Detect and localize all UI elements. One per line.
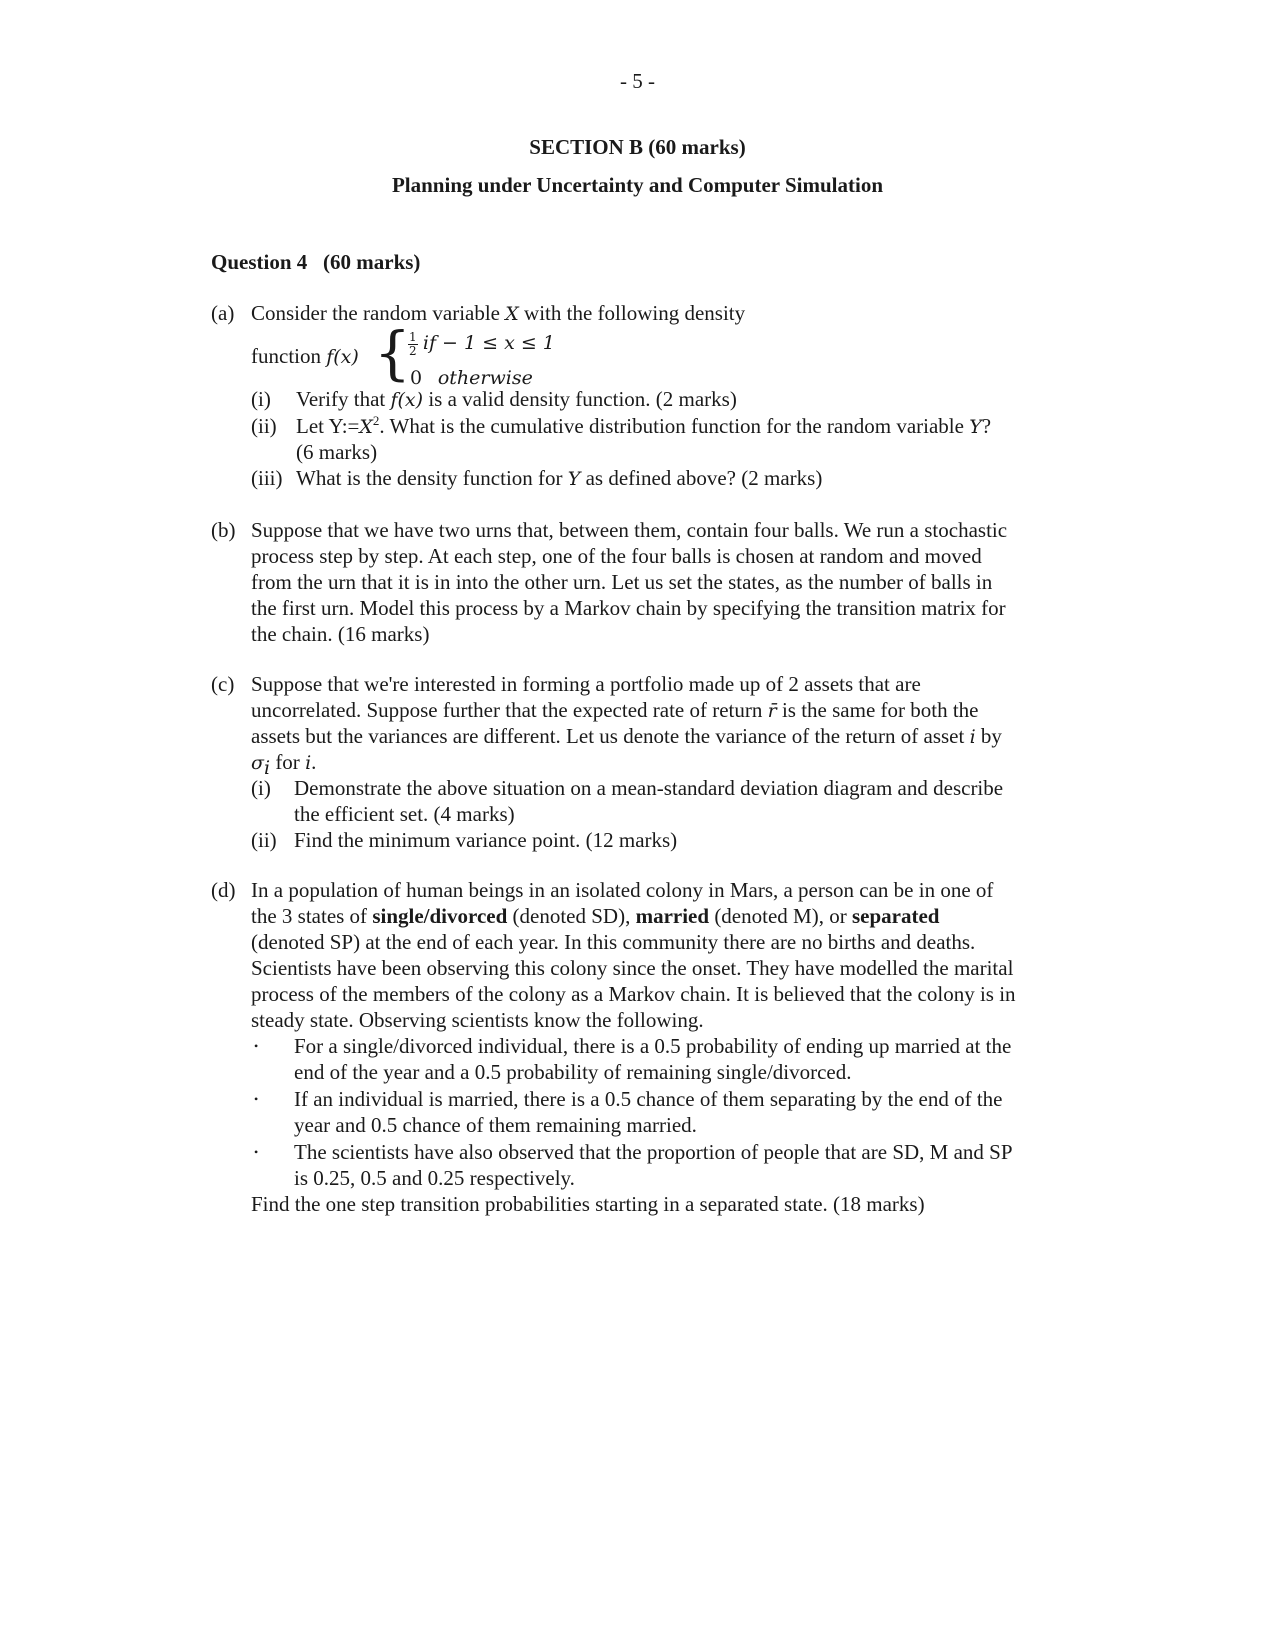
part-a-i-post: is a valid density function. (2 marks) <box>428 387 737 411</box>
part-a-intro <box>251 300 745 328</box>
part-a-iii-text <box>296 465 822 493</box>
part-b-line-1: Suppose that we have two urns that, between them, contain four balls. We run a stochastic <box>251 518 1008 542</box>
part-d-line-5: process of the members of the colony as a Markov chain. It is believed that the colony is in <box>251 982 1016 1006</box>
part-d-final: Find the one step transition probabilities starting in a separated state. (18 marks) <box>251 1192 925 1216</box>
part-c-line-3-post: by <box>980 724 1002 748</box>
bullet-3-line-1: The scientists have also observed that the proportion of people that are SD, M and SP <box>294 1140 1013 1164</box>
part-c-line-3-pre: assets but the variances are different. Let us denote the variance of the return of asset <box>251 724 965 748</box>
bullet-1-marker: • <box>254 1039 259 1053</box>
bullet-1-line-2: end of the year and a 0.5 probability of remaining single/divorced. <box>294 1060 852 1084</box>
part-d-line-2-mid-2: (denoted M), or <box>714 904 847 928</box>
fx-symbol: f(x) <box>326 346 359 368</box>
function-word: function <box>251 344 321 368</box>
bullet-1-line-1: For a single/divorced individual, there is a 0.5 probability of ending up married at the <box>294 1034 1012 1058</box>
part-a-ii-text <box>296 413 991 441</box>
part-a-i-pre: Verify that <box>296 387 386 411</box>
page-number: - 5 - <box>620 69 655 93</box>
left-brace: { <box>374 319 411 387</box>
fraction-half <box>408 331 418 358</box>
part-a-iii-label: (iii) <box>251 466 283 490</box>
part-c-ii-text: Find the minimum variance point. (12 marks) <box>294 828 678 852</box>
part-d-line-2 <box>251 903 939 930</box>
part-d-line-2-pre: the 3 states of <box>251 904 368 928</box>
part-c-line-2-pre: uncorrelated. Suppose further that the expected rate of return <box>251 698 763 722</box>
part-c-line-4-i: i <box>305 752 312 774</box>
part-a-ii-question-mark: ? <box>981 414 992 438</box>
part-d-line-4: Scientists have been observing this colony since the onset. They have modelled the marital <box>251 956 1014 980</box>
part-a-i-label: (i) <box>251 387 271 411</box>
part-c-line-2 <box>251 697 979 725</box>
part-c-i-label: (i) <box>251 776 271 800</box>
part-c-label: (c) <box>211 672 235 696</box>
part-a-ii-pre: Let Y:= <box>296 414 360 438</box>
part-c-line-3 <box>251 723 1002 751</box>
part-b-line-3: from the urn that it is in into the other urn. Let us set the states, as the number of balls in <box>251 570 993 594</box>
part-c-i-line-2: the efficient set. (4 marks) <box>294 802 515 826</box>
part-c-line-4-for: for <box>275 750 300 774</box>
case-1 <box>408 329 555 358</box>
part-a-ii-label: (ii) <box>251 414 277 438</box>
part-d-line-6: steady state. Observing scientists know the following. <box>251 1008 704 1032</box>
part-d-line-1: In a population of human beings in an isolated colony in Mars, a person can be in one of <box>251 878 994 902</box>
part-a-label: (a) <box>211 301 235 325</box>
bullet-2-line-1: If an individual is married, there is a 0.5 chance of them separating by the end of the <box>294 1087 1003 1111</box>
question-number: Question 4 <box>211 250 308 274</box>
part-b-label: (b) <box>211 518 236 542</box>
part-b-line-5: the chain. (16 marks) <box>251 622 430 646</box>
case-1-condition: if − 1 ≤ x ≤ 1 <box>422 332 555 354</box>
density-function-label <box>251 343 359 371</box>
part-a-iii-y: Y <box>567 468 581 490</box>
section-title: SECTION B (60 marks) <box>529 135 746 159</box>
part-d-line-3: (denoted SP) at the end of each year. In this community there are no births and deaths. <box>251 930 976 954</box>
part-c-line-1: Suppose that we're interested in forming a portfolio made up of 2 assets that are <box>251 672 921 696</box>
expected-return-symbol: r̄ <box>767 700 777 722</box>
part-a-iii-pre: What is the density function for <box>296 466 563 490</box>
case-2-value: 0 <box>410 367 423 389</box>
variable-x: X <box>505 303 519 325</box>
part-d-line-2-mid-1: (denoted SD), <box>512 904 631 928</box>
part-a-intro-end: with the following density <box>524 301 746 325</box>
state-married: married <box>635 904 710 928</box>
part-b-line-2: process step by step. At each step, one of the four balls is chosen at random and moved <box>251 544 982 568</box>
fraction-denominator: 2 <box>409 343 417 358</box>
part-d-label: (d) <box>211 878 236 902</box>
bullet-2-marker: • <box>254 1092 259 1106</box>
question-marks: (60 marks) <box>323 250 421 274</box>
part-a-iii-post: as defined above? (2 marks) <box>585 466 823 490</box>
bullet-2-line-2: year and 0.5 chance of them remaining married. <box>294 1113 697 1137</box>
sigma-subscript: i <box>263 757 271 780</box>
state-single-divorced: single/divorced <box>372 904 508 928</box>
part-a-ii-marks: (6 marks) <box>296 440 378 464</box>
part-a-ii-x: X <box>359 416 373 438</box>
part-c-ii-label: (ii) <box>251 828 277 852</box>
part-c-line-2-post: is the same for both the <box>781 698 979 722</box>
part-a-ii-exponent: 2 <box>372 413 380 428</box>
bullet-3-marker: • <box>254 1145 259 1159</box>
bullet-3-line-2: is 0.25, 0.5 and 0.25 respectively. <box>294 1166 575 1190</box>
part-a-intro-text: Consider the random variable <box>251 301 501 325</box>
part-c-line-4-dot: . <box>311 750 317 774</box>
part-c-i-line-1: Demonstrate the above situation on a mean-standard deviation diagram and describe <box>294 776 1004 800</box>
part-a-i-text <box>296 386 737 414</box>
case-2-condition: otherwise <box>437 367 533 389</box>
part-b-line-4: the first urn. Model this process by a Markov chain by specifying the transition matrix for <box>251 596 1006 620</box>
section-subtitle: Planning under Uncertainty and Computer Simulation <box>391 173 884 197</box>
part-c-line-4 <box>251 749 317 780</box>
sigma-symbol: σ <box>251 752 264 774</box>
part-a-ii-mid: . What is the cumulative distribution function for the random variable <box>379 414 964 438</box>
asset-index-i: i <box>969 726 976 748</box>
part-a-i-fx: f(x) <box>390 389 424 411</box>
fraction-numerator: 1 <box>409 329 417 344</box>
state-separated: separated <box>851 904 940 928</box>
question-heading <box>211 249 420 276</box>
part-a-ii-y: Y <box>969 416 982 438</box>
